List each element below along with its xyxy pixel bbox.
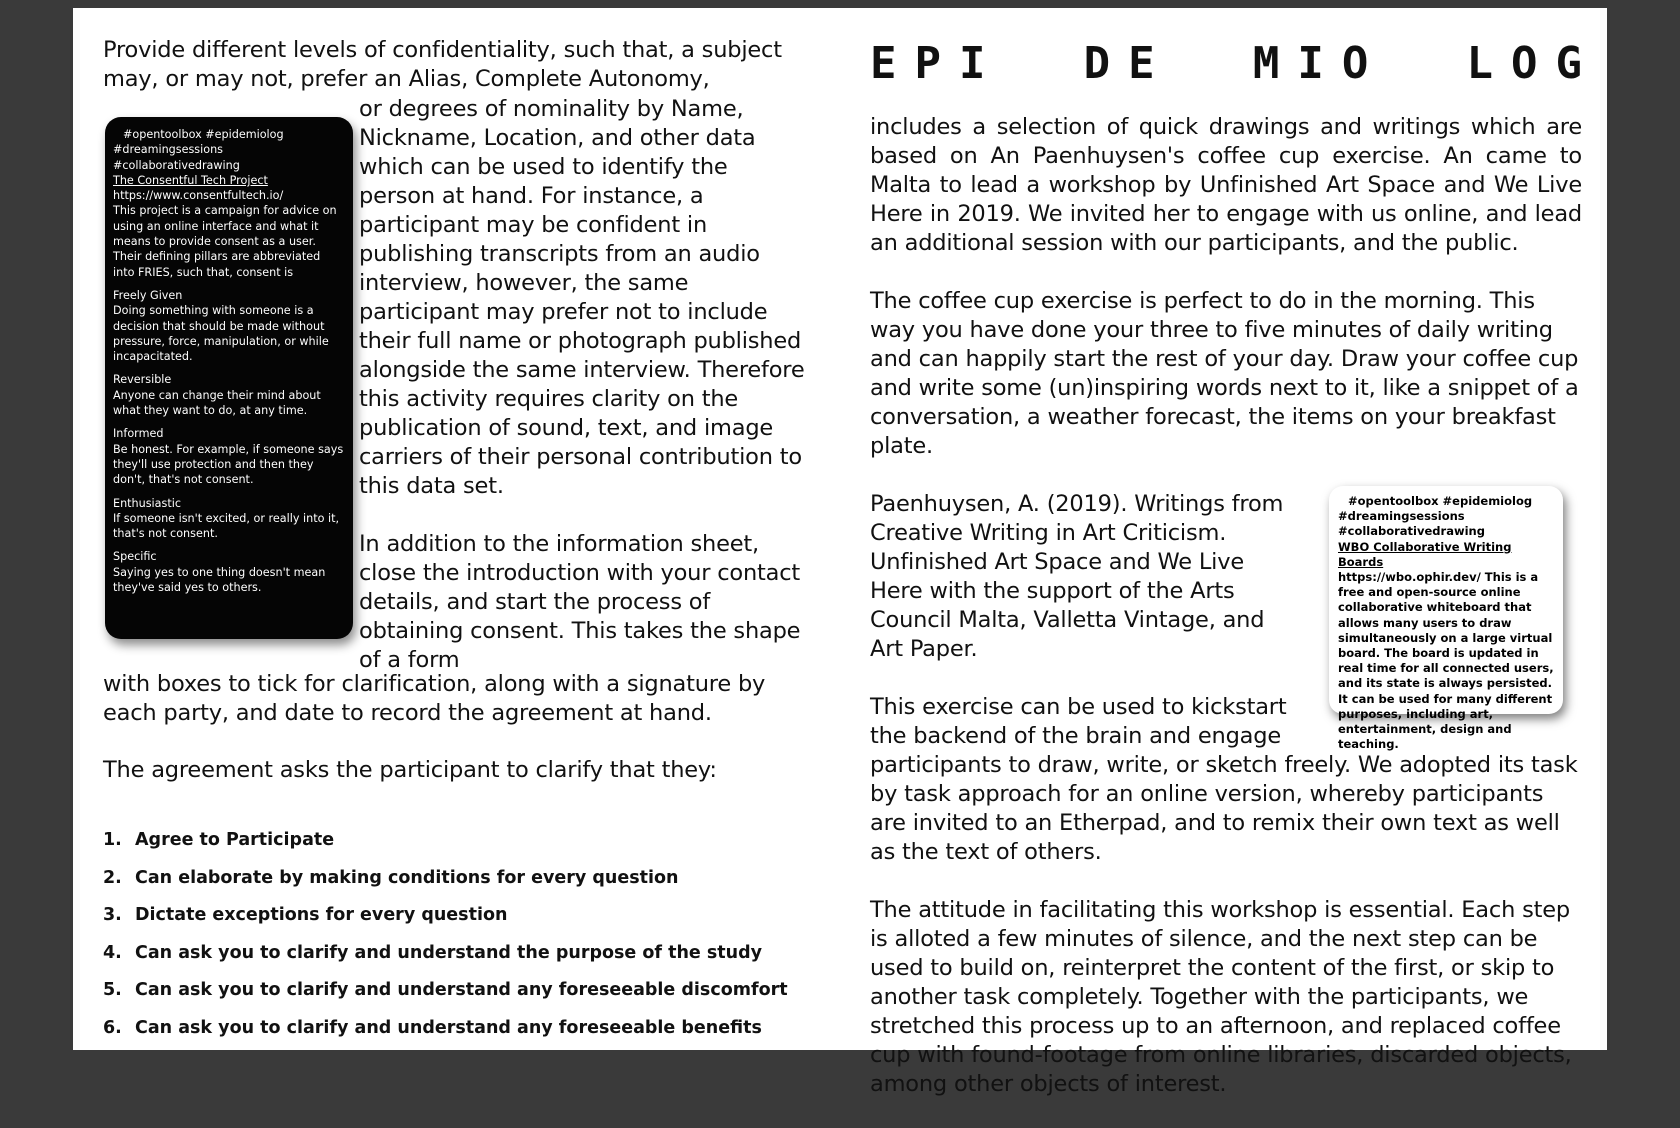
consent-paragraph: In addition to the information sheet, close the introduction with your contact details, and start the process of obtaining consent. This takes the shape of a form xyxy=(359,531,801,673)
card-tags: #opentoolbox #epidemiolog xyxy=(123,128,284,141)
pillar-text: If someone isn't excited, or really into it, that's not consent. xyxy=(113,511,340,541)
wbo-card xyxy=(1329,486,1563,752)
agreement-intro-text: The agreement asks the participant to clarify that they: xyxy=(103,757,717,783)
citation-paragraph: Paenhuysen, A. (2019). Writings from Creative Writing in Art Criticism. Unfinished Art Space and We Live Here with the support of the Arts Council Malta, Valletta Vintage, and Art Paper. xyxy=(870,491,1284,662)
card-project-link[interactable]: WBO Collaborative Writing Boards xyxy=(1338,539,1512,569)
intro-line-2: may, or may not, prefer an Alias, Complete Autonomy, xyxy=(103,66,710,92)
intro-paragraph: includes a selection of quick drawings and writings which are based on An Paenhuysen's coffee cup exercise. An came to Malta to lead a workshop by Unfinished Art Space and We Live Here in 2019. We invited her to engage with us online, and lead an additional session with our participants, and the public. xyxy=(870,114,1582,256)
attitude-paragraph: The attitude in facilitating this workshop is essential. Each step is alloted a few minutes of silence, and the next step can be used to build on, reinterpret the content of the first, or skip to another task completely. Together with the participants, we stretched this process up to an afternoon, and replaced coffee cup with found-footage from online libraries, discarded objects, among other objects of interest. xyxy=(870,897,1572,1097)
card-tags: #dreamingsessions xyxy=(113,143,224,157)
coffee-cup-paragraph: The coffee cup exercise is perfect to do in the morning. This way you have done your three to five minutes of daily writing and can happily start the rest of your day. Draw your coffee cup and write some (un)inspiring words next to it, like a snippet of a conversation, a weather forecast, the items on your breakfast plate. xyxy=(870,288,1579,459)
list-number: 6. xyxy=(103,1017,122,1038)
list-text: Can elaborate by making conditions for every question xyxy=(135,867,679,888)
pillar-text: Doing something with someone is a decision that should be made without pressure, force, manipulation, or while incapacitated. xyxy=(113,304,329,364)
title-word: MIO xyxy=(1252,38,1387,89)
list-item xyxy=(103,1016,823,1054)
pillar-name: Reversible xyxy=(113,373,172,387)
pillar-name: Specific xyxy=(113,550,157,564)
card-tags: #collaborativedrawing xyxy=(113,158,240,172)
pillar-name: Freely Given xyxy=(113,288,183,302)
card-tags: #dreamingsessions xyxy=(1338,509,1465,524)
agreement-intro xyxy=(103,756,823,785)
agreement-list xyxy=(103,828,823,1053)
list-number: 5. xyxy=(103,980,122,1000)
title-word: DE xyxy=(1083,38,1173,89)
form-paragraph: with boxes to tick for clarification, along with a signature by each party, and date to record the agreement at hand. xyxy=(103,671,766,726)
title-word: EPI xyxy=(870,38,1004,89)
card-tags: #opentoolbox #epidemiolog xyxy=(1348,494,1533,508)
pillar-text: Saying yes to one thing doesn't mean they've said yes to others. xyxy=(113,565,326,595)
kickstart-text: This exercise can be used to kickstart the backend of the brain and engage participants to draw, write, or sketch freely. We adopted its task by task approach for an online version, whereby participants are invited to an Etherpad, and to remix their own text as well as the text of others. xyxy=(870,694,1578,865)
pillar-name: Enthusiastic xyxy=(113,496,181,510)
list-text: Can ask you to clarify and understand any foreseeable benefits xyxy=(135,1017,762,1038)
intro-line-1: Provide different levels of confidentiality, such that, a subject xyxy=(103,37,782,63)
form-text xyxy=(103,670,823,728)
pillar-text: Be honest. For example, if someone says they'll use protection and then they don't, that's not consent. xyxy=(113,442,344,487)
confidentiality-text xyxy=(359,95,809,675)
list-text: Dictate exceptions for every question xyxy=(135,905,508,925)
consentful-tech-card xyxy=(105,117,353,639)
card-tags: #collaborativedrawing xyxy=(1338,524,1485,539)
list-item xyxy=(103,866,823,904)
intro-text xyxy=(103,36,823,94)
card-project-link[interactable]: The Consentful Tech Project xyxy=(113,173,268,187)
list-text: Can ask you to clarify and understand any foreseeable discomfort xyxy=(135,980,788,1000)
card-body xyxy=(1338,570,1554,752)
list-item xyxy=(103,978,823,1016)
confidentiality-paragraph: or degrees of nominality by Name, Nickname, Location, and other data which can be used to identify the person at hand. For instance, a participant may be confident in publishing transcripts from an audio interview, however, the same participant may prefer not to include their full name or photograph published alongside the same interview. Therefore this activity requires clarity on the publication of sound, text, and image carriers of their personal contribution to this data set. xyxy=(359,96,805,499)
pillar-name: Informed xyxy=(113,427,164,441)
list-item xyxy=(103,828,823,866)
list-number: 4. xyxy=(103,942,122,963)
list-number: 1. xyxy=(103,830,122,850)
page-title xyxy=(870,38,1600,89)
list-item xyxy=(103,941,823,979)
card-description: This project is a campaign for advice on using an online interface and what it means to provide consent as a user. Their defining pillars are abbreviated into FRIES, such that, consent is xyxy=(113,204,337,279)
list-number: 2. xyxy=(103,867,122,888)
list-item xyxy=(103,903,823,941)
card-url-link[interactable]: https://wbo.ophir.dev/ xyxy=(1338,570,1481,585)
title-word: LOG xyxy=(1466,38,1600,89)
list-text: Agree to Participate xyxy=(135,830,335,850)
list-number: 3. xyxy=(103,905,122,925)
card-description: This is a free and open-source online collaborative whiteboard that allows many users to draw simultaneously on a large virtual board. The board is updated in real time for all connected users, and its state is always persisted. It can be used for many different purposes, including art, entertainment, design and teaching. xyxy=(1338,570,1554,752)
pillar-text: Anyone can change their mind about what they want to do, at any time. xyxy=(113,388,321,418)
document-page xyxy=(73,8,1607,1097)
card-url-link[interactable]: https://www.consentfultech.io/ xyxy=(113,189,284,203)
list-text: Can ask you to clarify and understand the purpose of the study xyxy=(135,942,763,963)
